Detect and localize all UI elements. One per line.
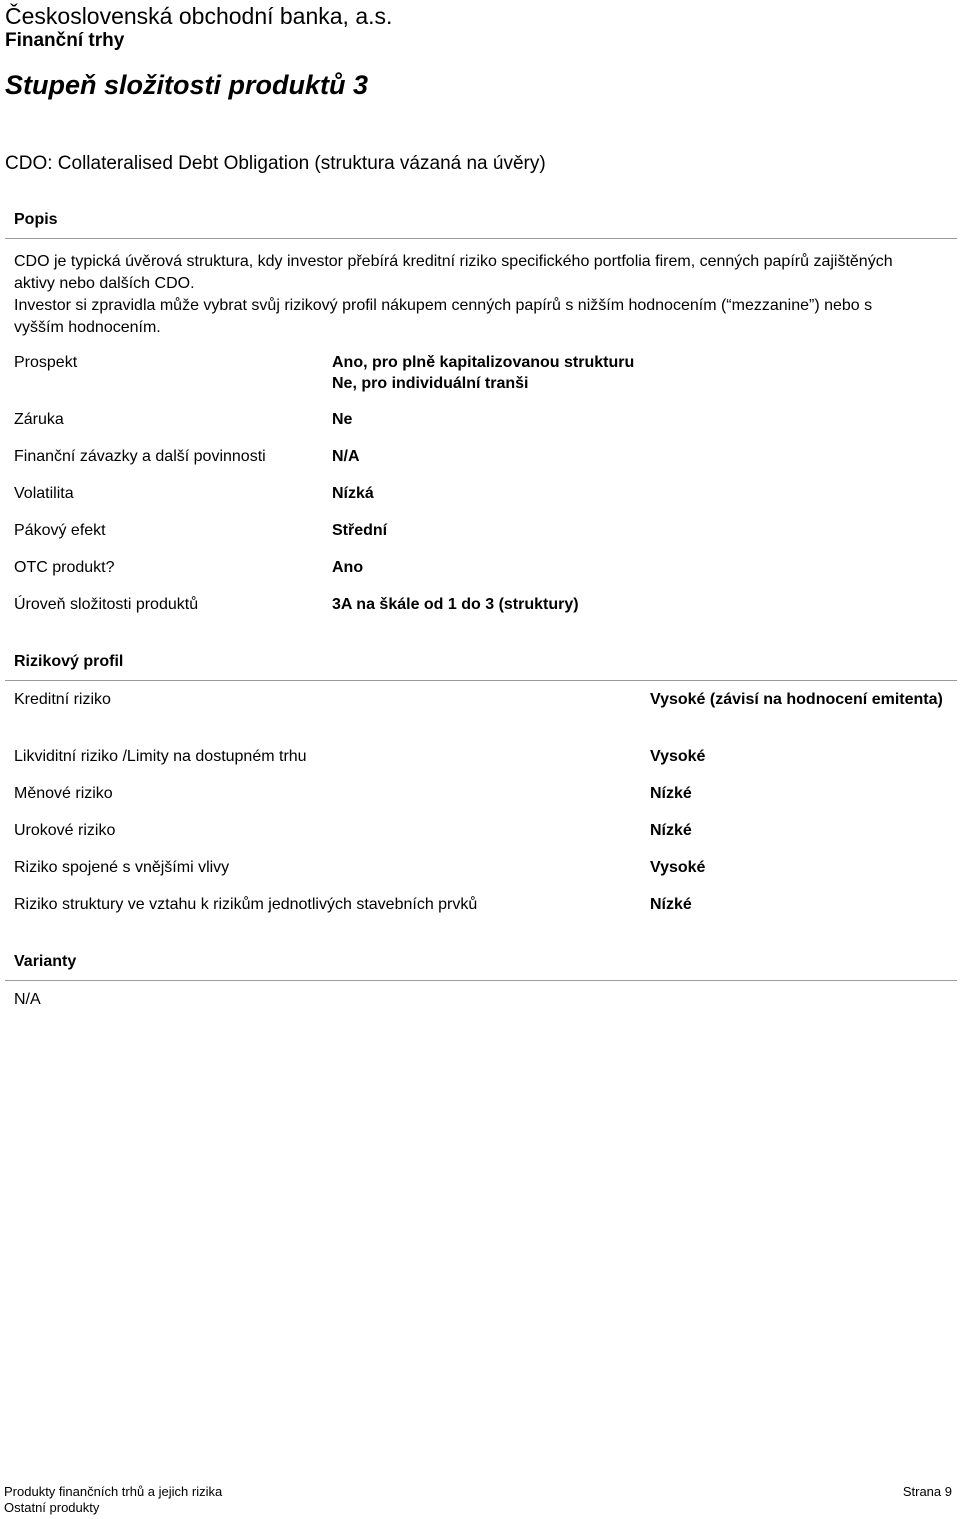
- footer-title: Produkty finančních trhů a jejich rizika: [4, 1484, 223, 1499]
- risk-label: Riziko struktury ve vztahu k rizikům jednotlivých stavebních prvků: [14, 896, 478, 913]
- division-name: Finanční trhy: [5, 30, 125, 51]
- attribute-value: Ne, pro individuální tranši: [332, 375, 529, 392]
- risk-profile-heading: Rizikový profil: [14, 653, 124, 670]
- risk-value: Vysoké: [650, 748, 706, 765]
- complexity-level-title: Stupeň složitosti produktů 3: [5, 70, 368, 100]
- attribute-value: Ne: [332, 411, 353, 428]
- attribute-label: Záruka: [14, 411, 64, 428]
- variants-divider: [5, 980, 957, 981]
- attribute-label: Pákový efekt: [14, 522, 106, 539]
- risk-value: Vysoké (závisí na hodnocení emitenta): [650, 691, 943, 708]
- product-title: CDO: Collateralised Debt Obligation (struktura vázaná na úvěry): [5, 153, 546, 174]
- company-name: Československá obchodní banka, a.s.: [5, 3, 393, 29]
- risk-label: Riziko spojené s vnějšími vlivy: [14, 859, 230, 876]
- attribute-value: 3A na škále od 1 do 3 (struktury): [332, 596, 579, 613]
- variants-heading: Varianty: [14, 953, 77, 970]
- attribute-label: Úroveň složitosti produktů: [14, 596, 199, 613]
- page-number: Strana 9: [902, 1484, 952, 1499]
- attribute-value: Ano, pro plně kapitalizovanou strukturu: [332, 354, 635, 371]
- risk-profile-divider: [5, 680, 957, 681]
- risk-label: Kreditní riziko: [14, 691, 111, 708]
- description-text: [14, 251, 914, 339]
- description-divider: [5, 238, 957, 239]
- risk-value: Nízké: [650, 785, 692, 802]
- risk-label: Likviditní riziko /Limity na dostupném trhu: [14, 748, 307, 765]
- attribute-label: Prospekt: [14, 354, 78, 371]
- attribute-value: Ano: [332, 559, 364, 576]
- description-paragraph: Investor si zpravidla může vybrat svůj rizikový profil nákupem cenných papírů s nižším hodnocením (“mezzanine”) nebo s vyšším hodnocením.: [14, 297, 873, 336]
- description-paragraph: CDO je typická úvěrová struktura, kdy investor přebírá kreditní riziko specifického portfolia firem, cenných papírů zajištěných aktivy nebo dalších CDO.: [14, 253, 893, 292]
- risk-value: Nízké: [650, 822, 692, 839]
- variants-value: N/A: [14, 991, 41, 1008]
- attribute-value: Nízká: [332, 485, 374, 502]
- risk-value: Nízké: [650, 896, 692, 913]
- attribute-label: OTC produkt?: [14, 559, 115, 576]
- risk-value: Vysoké: [650, 859, 706, 876]
- description-heading: Popis: [14, 211, 58, 228]
- attribute-value: N/A: [332, 448, 360, 465]
- risk-label: Měnové riziko: [14, 785, 113, 802]
- attribute-value: Střední: [332, 522, 388, 539]
- attribute-label: Volatilita: [14, 485, 74, 502]
- footer-subtitle: Ostatní produkty: [4, 1500, 100, 1515]
- attribute-label: Finanční závazky a další povinnosti: [14, 448, 266, 465]
- risk-label: Urokové riziko: [14, 822, 116, 839]
